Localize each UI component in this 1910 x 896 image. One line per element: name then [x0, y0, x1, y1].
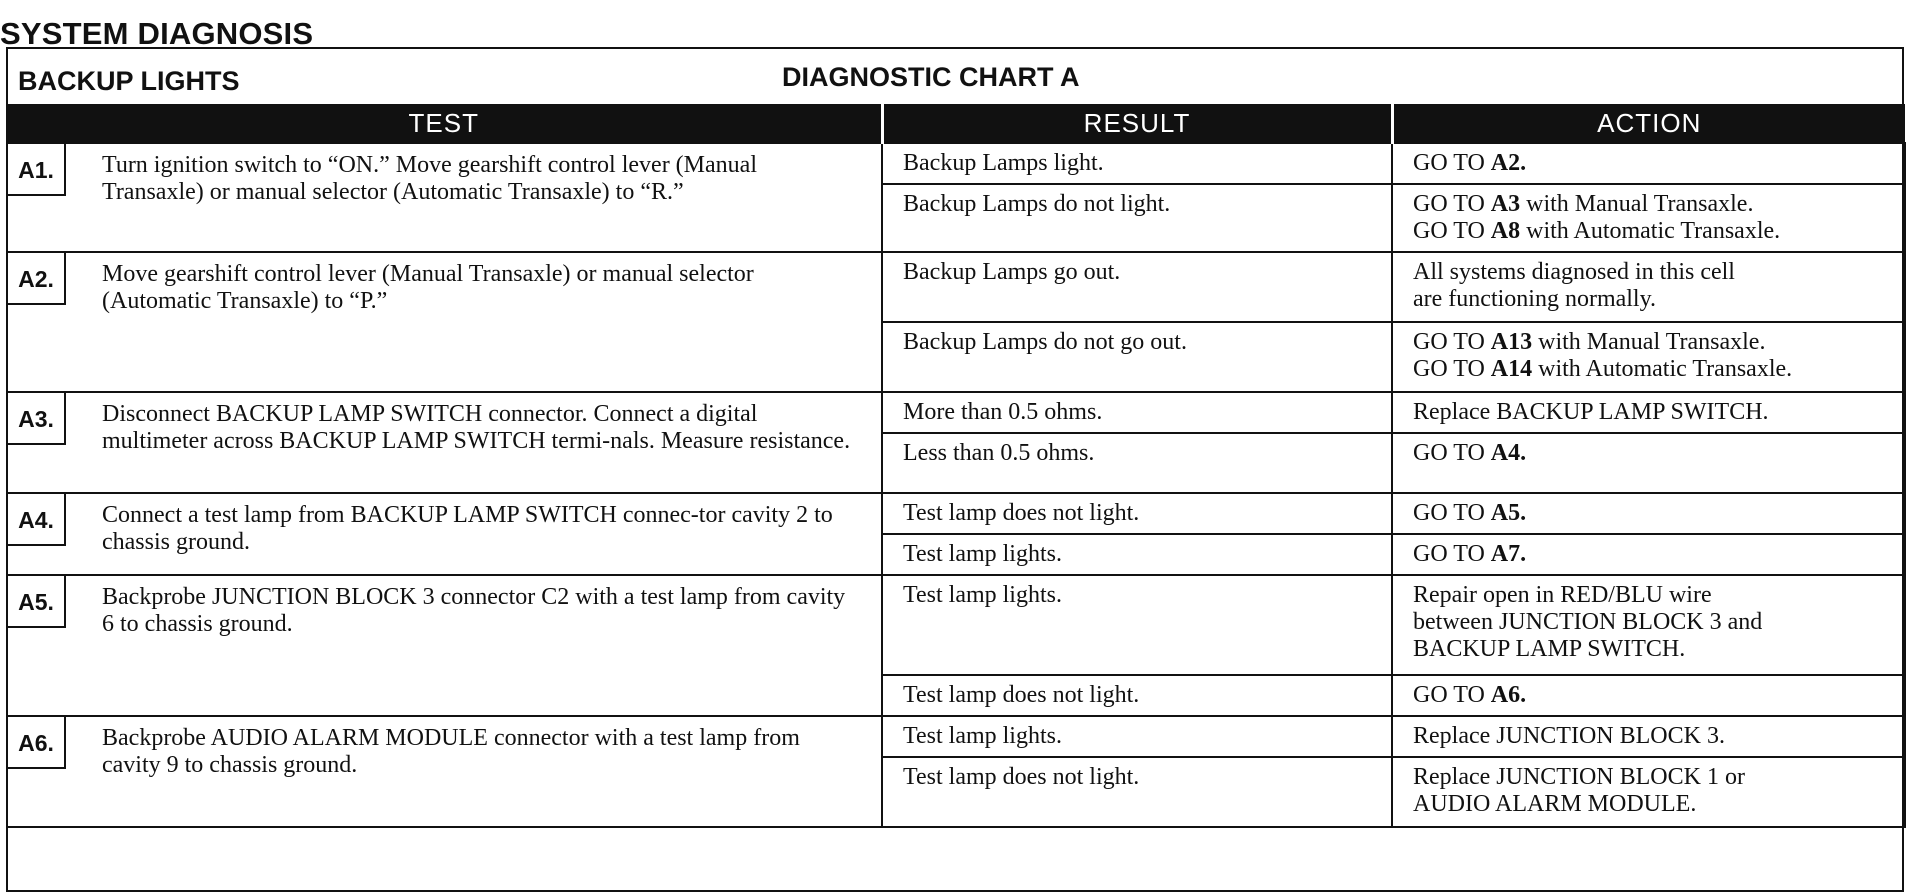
test-cell [7, 252, 882, 392]
chart-subject: BACKUP LIGHTS [18, 66, 240, 96]
result-cell: Less than 0.5 ohms. [882, 433, 1392, 493]
action-text: GO TO [1413, 541, 1491, 567]
table-row [7, 252, 1905, 322]
step-reference: A3 [1490, 191, 1521, 217]
test-instruction: Backprobe AUDIO ALARM MODULE connector with a test lamp from cavity 9 to chassis ground. [102, 725, 800, 778]
table-header-row [7, 104, 1905, 143]
action-text: GO TO [1413, 191, 1491, 217]
result-cell: More than 0.5 ohms. [882, 392, 1392, 433]
result-cell: Backup Lamps light. [882, 143, 1392, 184]
step-id-label: A4. [8, 494, 66, 546]
result-cell: Backup Lamps go out. [882, 252, 1392, 322]
step-reference: A13 [1490, 329, 1533, 355]
step-reference: A4. [1490, 440, 1527, 466]
action-line [1413, 399, 1884, 426]
action-text: Replace JUNCTION BLOCK 1 or [1413, 764, 1745, 790]
action-cell [1392, 252, 1905, 322]
table-row [7, 143, 1905, 184]
action-line [1413, 541, 1884, 568]
step-reference: A14 [1490, 356, 1533, 382]
result-cell: Test lamp lights. [882, 575, 1392, 675]
step-id-label: A3. [8, 393, 66, 445]
test-instruction: Turn ignition switch to “ON.” Move gearshift control lever (Manual Transaxle) or manual selector (Automatic Transaxle) to “R.” [102, 152, 757, 205]
action-cell [1392, 184, 1905, 252]
action-text: are functioning normally. [1413, 286, 1657, 312]
action-line [1413, 791, 1884, 818]
test-instruction: Connect a test lamp from BACKUP LAMP SWITCH connec-tor cavity 2 to chassis ground. [102, 502, 833, 555]
action-text: GO TO [1413, 329, 1491, 355]
action-text: Replace BACKUP LAMP SWITCH. [1413, 399, 1769, 425]
result-cell: Backup Lamps do not light. [882, 184, 1392, 252]
action-text-suffix: with Manual Transaxle. [1532, 329, 1766, 355]
action-text: Repair open in RED/BLU wire [1413, 582, 1712, 608]
test-cell [7, 575, 882, 716]
action-text: BACKUP LAMP SWITCH. [1413, 636, 1686, 662]
action-line [1413, 329, 1884, 356]
action-cell [1392, 757, 1905, 827]
action-text-suffix: with Manual Transaxle. [1520, 191, 1754, 217]
result-cell: Test lamp does not light. [882, 757, 1392, 827]
step-reference: A8 [1490, 218, 1521, 244]
result-cell: Backup Lamps do not go out. [882, 322, 1392, 392]
action-cell [1392, 534, 1905, 575]
action-cell [1392, 675, 1905, 716]
action-line [1413, 150, 1884, 177]
diagnostic-table [6, 104, 1906, 828]
action-cell [1392, 322, 1905, 392]
action-text: between JUNCTION BLOCK 3 and [1413, 609, 1763, 635]
action-cell [1392, 575, 1905, 675]
action-line [1413, 582, 1884, 609]
action-line [1413, 682, 1884, 709]
action-text: GO TO [1413, 150, 1491, 176]
action-text-suffix: with Automatic Transaxle. [1532, 356, 1793, 382]
action-text: GO TO [1413, 356, 1491, 382]
step-id-label: A1. [8, 144, 66, 196]
page-heading: SYSTEM DIAGNOSIS [0, 16, 314, 51]
action-text-suffix: with Automatic Transaxle. [1520, 218, 1781, 244]
action-line [1413, 286, 1884, 313]
test-instruction: Backprobe JUNCTION BLOCK 3 connector C2 with a test lamp from cavity 6 to chassis ground. [102, 584, 846, 637]
action-line [1413, 764, 1884, 791]
action-cell [1392, 493, 1905, 534]
action-line [1413, 440, 1884, 467]
result-cell: Test lamp does not light. [882, 493, 1392, 534]
action-line [1413, 723, 1884, 750]
column-header-result: RESULT [882, 104, 1392, 143]
table-row [7, 575, 1905, 675]
test-cell [7, 143, 882, 252]
action-line [1413, 259, 1884, 286]
test-instruction: Move gearshift control lever (Manual Transaxle) or manual selector (Automatic Transaxle) to “P.” [102, 261, 754, 314]
action-line [1413, 218, 1884, 245]
step-reference: A5. [1490, 500, 1527, 526]
action-text: GO TO [1413, 218, 1491, 244]
action-line [1413, 500, 1884, 527]
table-row [7, 716, 1905, 757]
step-reference: A2. [1490, 150, 1527, 176]
step-id-label: A2. [8, 253, 66, 305]
table-row [7, 392, 1905, 433]
action-text: All systems diagnosed in this cell [1413, 259, 1735, 285]
action-text: GO TO [1413, 682, 1491, 708]
action-line [1413, 356, 1884, 383]
action-cell [1392, 143, 1905, 184]
step-id-label: A6. [8, 717, 66, 769]
action-text: GO TO [1413, 440, 1491, 466]
result-cell: Test lamp lights. [882, 534, 1392, 575]
step-reference: A7. [1490, 541, 1527, 567]
action-cell [1392, 433, 1905, 493]
test-instruction: Disconnect BACKUP LAMP SWITCH connector. Connect a digital multimeter across BACKUP LAMP SWITCH termi-nals. Measure resistance. [102, 401, 851, 454]
action-text: GO TO [1413, 500, 1491, 526]
chart-title: DIAGNOSTIC CHART A [782, 62, 1080, 92]
action-text: AUDIO ALARM MODULE. [1413, 791, 1697, 817]
test-cell [7, 392, 882, 493]
test-cell [7, 716, 882, 827]
column-header-test: TEST [7, 104, 882, 143]
table-body [7, 143, 1905, 827]
action-line [1413, 609, 1884, 636]
test-cell [7, 493, 882, 575]
action-line [1413, 636, 1884, 663]
column-header-action: ACTION [1392, 104, 1905, 143]
table-row [7, 493, 1905, 534]
result-cell: Test lamp does not light. [882, 675, 1392, 716]
result-cell: Test lamp lights. [882, 716, 1392, 757]
action-line [1413, 191, 1884, 218]
action-cell [1392, 392, 1905, 433]
action-text: Replace JUNCTION BLOCK 3. [1413, 723, 1725, 749]
step-id-label: A5. [8, 576, 66, 628]
action-cell [1392, 716, 1905, 757]
step-reference: A6. [1490, 682, 1527, 708]
